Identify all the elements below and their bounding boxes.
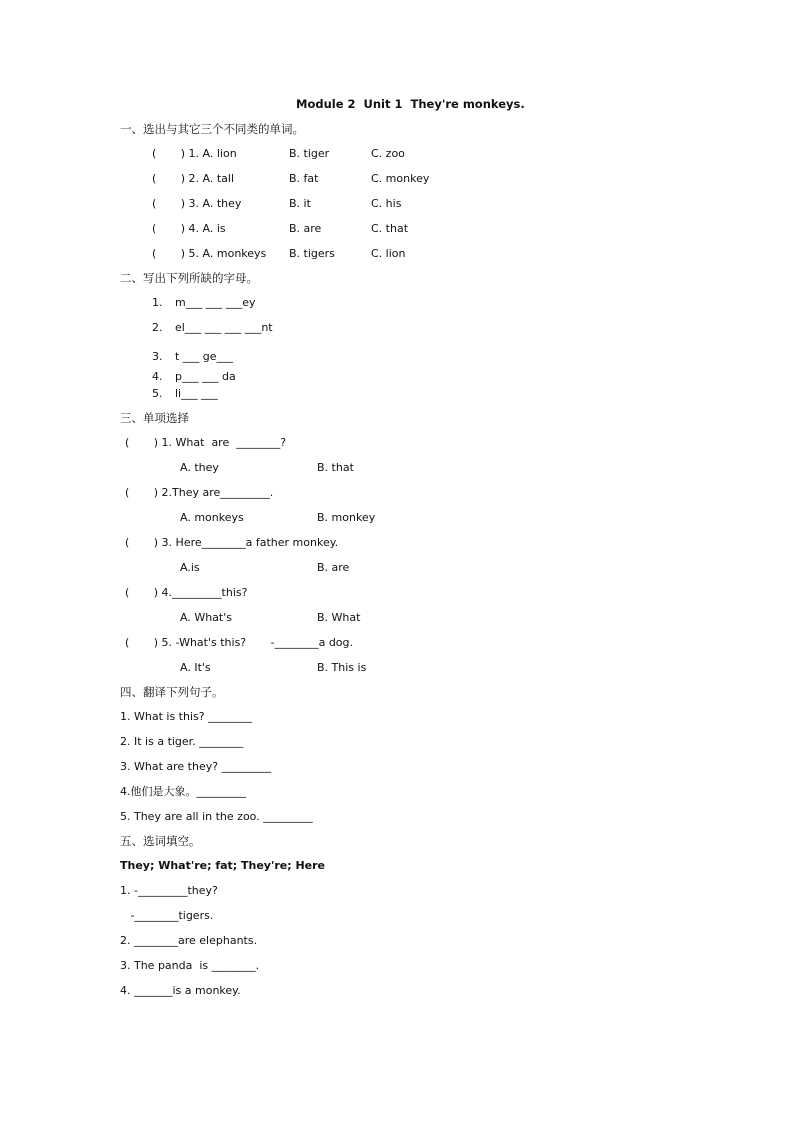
s5-word-bank: They; What're; fat; They're; Here [120, 859, 326, 872]
s3-option-a: A. It's [180, 661, 211, 674]
s3-question: ( ) 2.They are_________. [125, 486, 274, 499]
s3-option-a: A.is [180, 561, 200, 574]
s4-item: 1. What is this? ________ [120, 710, 253, 723]
s2-item-number: 5. [152, 387, 163, 400]
s3-option-b: B. What [317, 611, 361, 624]
s1-q4-option-a: ( ) 4. A. is [152, 222, 226, 235]
s5-item: 1. -_________they? [120, 884, 218, 897]
s1-q3-option-b: B. it [289, 197, 311, 210]
s5-item: 2. ________are elephants. [120, 934, 258, 947]
s5-item: 4. _______is a monkey. [120, 984, 241, 997]
s1-q5-option-b: B. tigers [289, 247, 335, 260]
s1-q5-option-c: C. lion [371, 247, 406, 260]
s2-item-text: t ___ ge___ [175, 350, 234, 363]
section-5-heading: 五、选词填空。 [120, 834, 201, 848]
page-title: Module 2 Unit 1 They're monkeys. [296, 97, 525, 111]
s3-question: ( ) 1. What are ________? [125, 436, 287, 449]
s3-option-b: B. This is [317, 661, 367, 674]
s3-question: ( ) 3. Here________a father monkey. [125, 536, 339, 549]
s3-option-a: A. monkeys [180, 511, 244, 524]
s2-item-number: 3. [152, 350, 163, 363]
s2-item-number: 2. [152, 321, 163, 334]
section-2-heading: 二、写出下列所缺的字母。 [120, 271, 258, 285]
s4-item: 4.他们是大象。_________ [120, 785, 246, 798]
s3-question: ( ) 5. -What's this? -________a dog. [125, 636, 354, 649]
s3-option-b: B. monkey [317, 511, 376, 524]
s1-q3-option-c: C. his [371, 197, 402, 210]
s2-item-text: m___ ___ ___ey [175, 296, 256, 309]
s4-item: 2. It is a tiger. ________ [120, 735, 244, 748]
s2-item-number: 4. [152, 370, 163, 383]
s1-q4-option-c: C. that [371, 222, 409, 235]
s3-option-b: B. that [317, 461, 354, 474]
s1-q4-option-b: B. are [289, 222, 322, 235]
s2-item-text: li___ ___ [175, 387, 218, 400]
section-3-heading: 三、单项选择 [120, 411, 189, 425]
section-4-heading: 四、翻译下列句子。 [120, 685, 224, 699]
s1-q5-option-a: ( ) 5. A. monkeys [152, 247, 267, 260]
s1-q3-option-a: ( ) 3. A. they [152, 197, 242, 210]
s5-item: -________tigers. [120, 909, 214, 922]
s4-item: 5. They are all in the zoo. _________ [120, 810, 313, 823]
section-1-heading: 一、选出与其它三个不同类的单词。 [120, 122, 304, 136]
s2-item-text: el___ ___ ___ ___nt [175, 321, 273, 334]
s3-option-a: A. What's [180, 611, 232, 624]
s3-option-a: A. they [180, 461, 219, 474]
s5-item: 3. The panda is ________. [120, 959, 260, 972]
s1-q1-option-b: B. tiger [289, 147, 330, 160]
s1-q2-option-b: B. fat [289, 172, 319, 185]
s4-item: 3. What are they? _________ [120, 760, 272, 773]
s2-item-number: 1. [152, 296, 163, 309]
s1-q1-option-c: C. zoo [371, 147, 405, 160]
s2-item-text: p___ ___ da [175, 370, 236, 383]
s1-q2-option-a: ( ) 2. A. tall [152, 172, 235, 185]
s3-question: ( ) 4._________this? [125, 586, 248, 599]
s1-q2-option-c: C. monkey [371, 172, 430, 185]
s3-option-b: B. are [317, 561, 350, 574]
s1-q1-option-a: ( ) 1. A. lion [152, 147, 237, 160]
